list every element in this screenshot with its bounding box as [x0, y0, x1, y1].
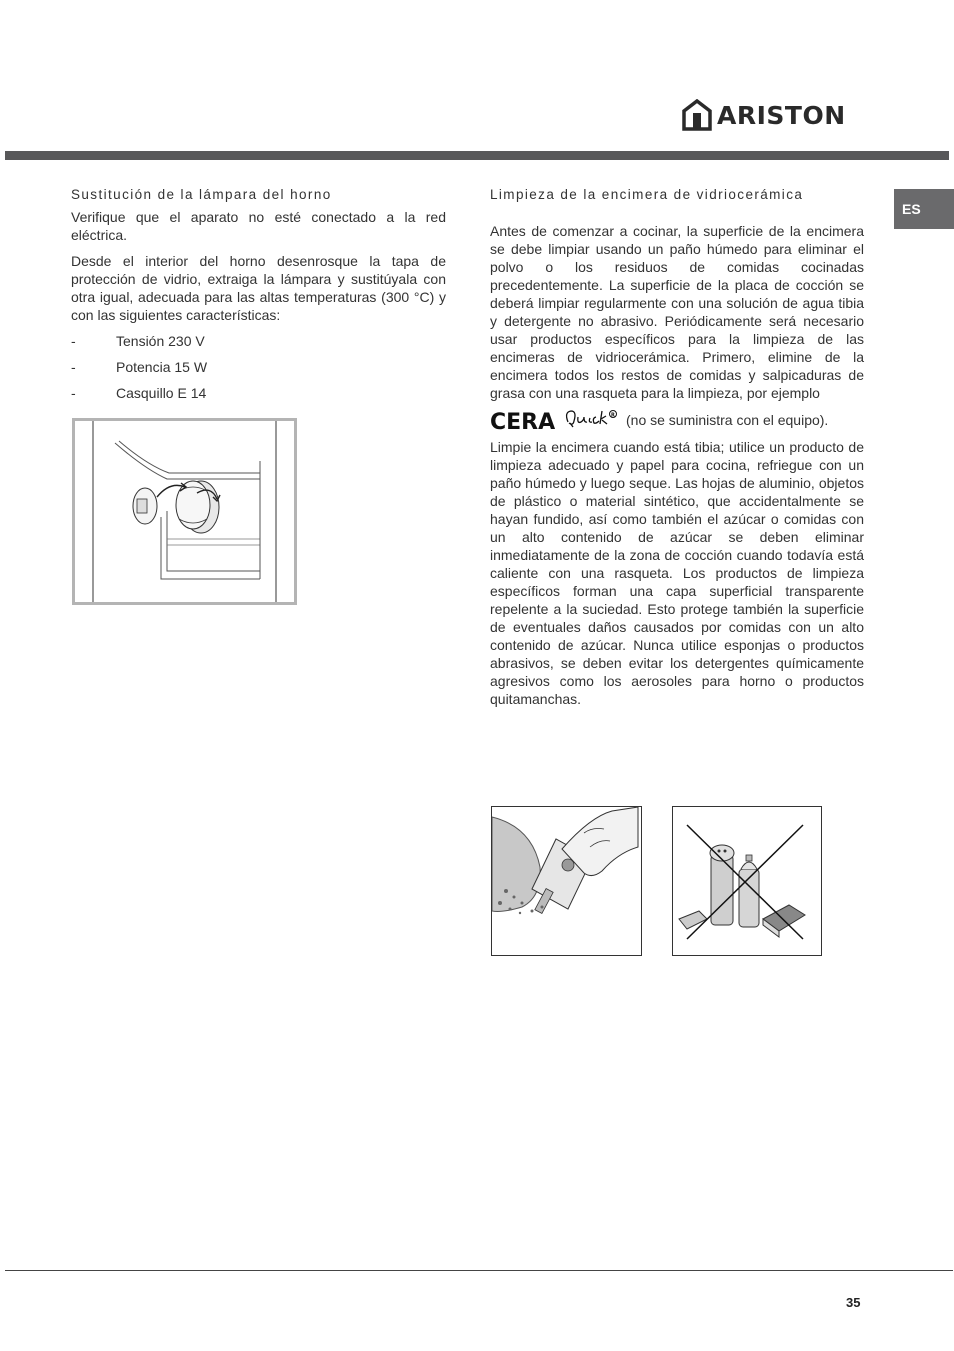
- list-dash: -: [71, 359, 76, 375]
- cera-quick-line: [490, 408, 864, 432]
- spec-text: Tensión 230 V: [116, 333, 205, 349]
- scraper-cleaning-illustration: [491, 806, 642, 956]
- paragraph: Desde el interior del horno desenrosque la tapa de protección de vidrio, extraiga la lámpara y sustitúyala con otra igual, adecuada para las altas temperaturas (300 °C) y con las siguientes características:: [71, 253, 446, 323]
- oven-lamp-illustration: [72, 418, 297, 605]
- forbidden-cleaners-illustration: [672, 806, 822, 956]
- spec-item: [71, 384, 446, 402]
- spec-item: [71, 332, 446, 350]
- section-heading: Limpieza de la encimera de vidriocerámica: [490, 187, 804, 202]
- page-number: 35: [846, 1295, 861, 1310]
- paragraph: Limpie la encimera cuando está tibia; utilice un producto de limpieza adecuado y papel para cocina, refriegue con un paño húmedo y luego seque. Las hojas de aluminio, objetos de plástico o material sintético, que accidentalmente se hayan fundido, así como también el azúcar o comidas con un alto contenido de azúcar se deben eliminar inmediatamente de la zona de cocción cuando todavía está caliente con una rasqueta. Los productos de limpieza específicos forman una capa superficial transparente repelente a la suciedad. Esto protege también la superficie de eventuales daños causados por comidas con un alto contenido de azúcar. Nunca utilice esponjas o productos abrasivos, se deben evitar los detergentes químicamente agresivos como los aerosoles para horno o productos quitamanchas.: [490, 439, 864, 707]
- spec-text: Potencia 15 W: [116, 359, 208, 375]
- spec-text: Casquillo E 14: [116, 385, 207, 401]
- footer-rule: [5, 1270, 953, 1271]
- cera-note: (no se suministra con el equipo).: [626, 412, 829, 428]
- cera-quick-logo: [490, 408, 620, 432]
- spec-item: [71, 358, 446, 376]
- lamp-replacement-section: [71, 186, 446, 410]
- brand-name: ARISTON: [717, 100, 846, 130]
- paragraph: Antes de comenzar a cocinar, la superficie de la encimera se debe limpiar usando un paño húmedo para eliminar el polvo o los residuos de comidas cocinadas precedentemente. La superficie de la placa de cocción se deberá limpiar regularmente con una solución de agua tibia y detergente no abrasivo. Periódicamente será necesario usar productos específicos para la limpieza de las encimeras de vidriocerámica. Primero, elimine de la encimera todos los restos de comidas y salpicaduras de grasa con una rasqueta para la limpieza, por ejemplo: [490, 223, 864, 401]
- list-dash: -: [71, 333, 76, 349]
- house-logo-icon: [682, 99, 712, 131]
- svg-text:R: R: [611, 412, 615, 419]
- section-heading: Sustitución de la lámpara del horno: [71, 187, 332, 202]
- paragraph: Verifique que el aparato no esté conectado a la red eléctrica.: [71, 209, 446, 243]
- ceramic-hob-cleaning-section: [490, 186, 864, 716]
- brand-logo: [682, 98, 872, 132]
- header-rule: [5, 151, 949, 160]
- svg-text:CERA: CERA: [490, 410, 556, 432]
- language-tab: ES: [894, 189, 954, 229]
- list-dash: -: [71, 385, 76, 401]
